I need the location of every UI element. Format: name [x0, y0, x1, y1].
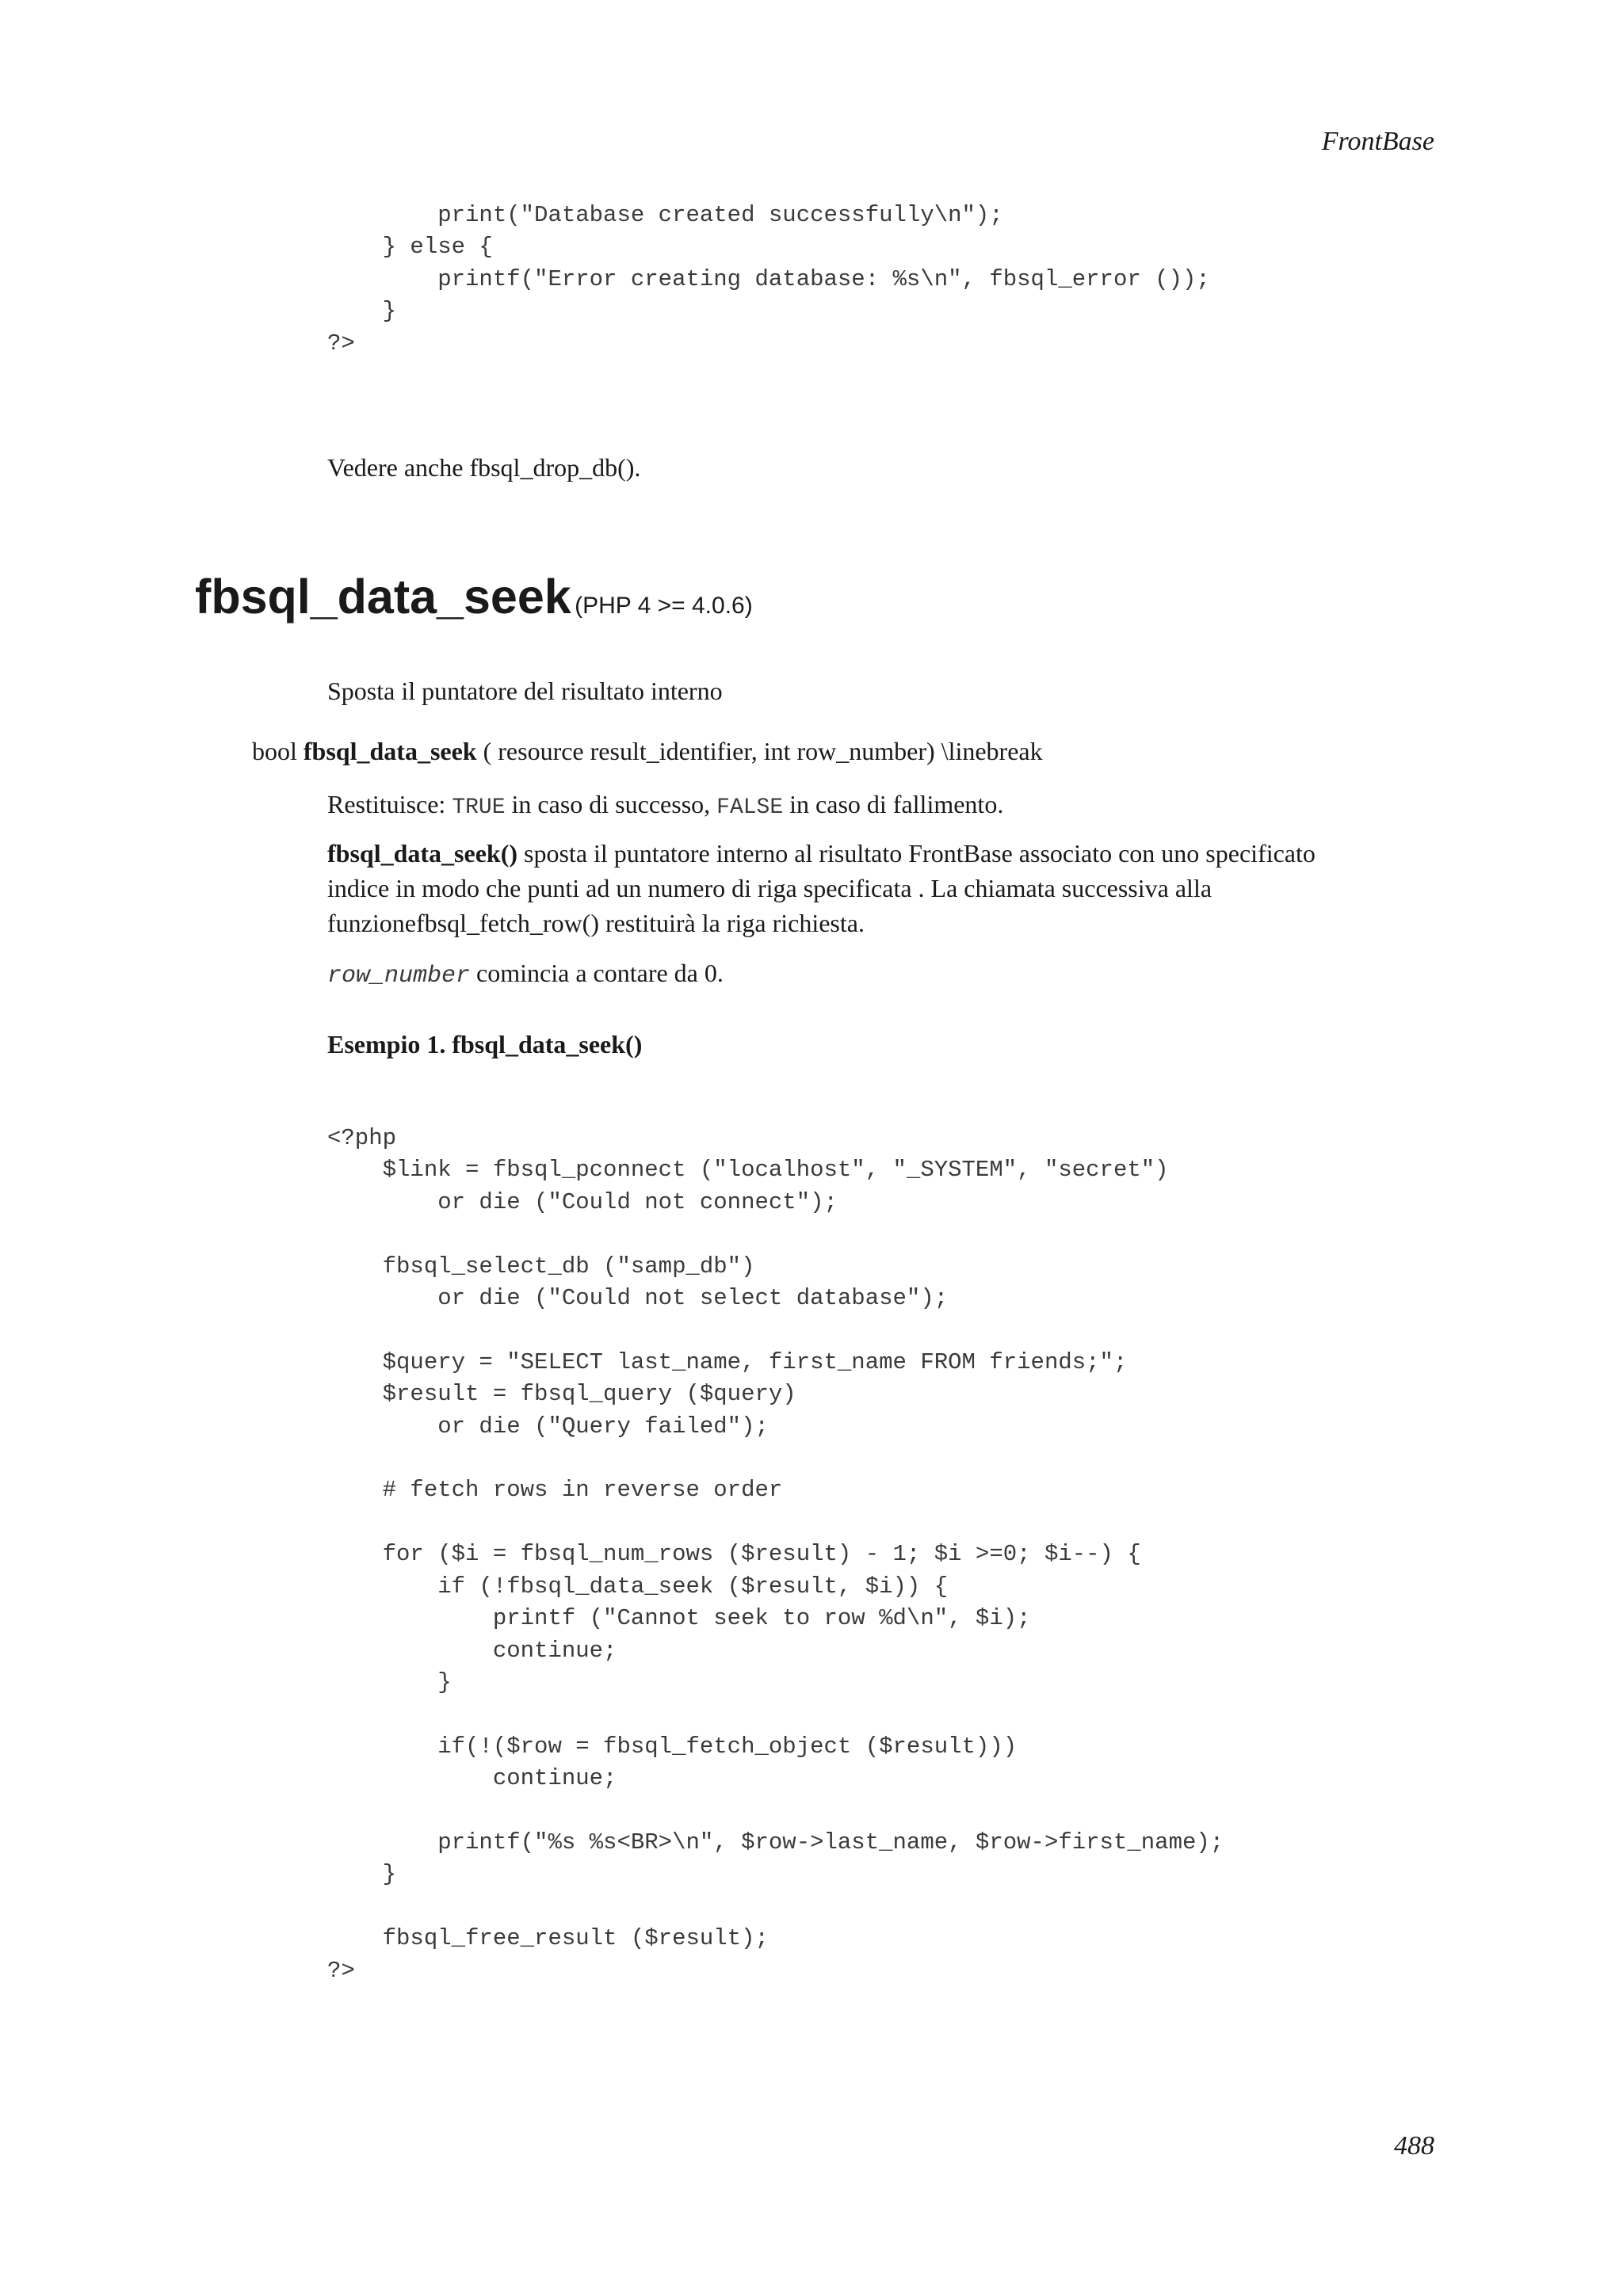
- function-purpose: Sposta il puntatore del risultato interno: [327, 677, 723, 705]
- code-top-line: ?>: [327, 330, 355, 357]
- example-code-line: [327, 1443, 1224, 1474]
- example-code-line: [327, 1507, 1224, 1539]
- example-code-line: or die ("Could not select database");: [327, 1285, 949, 1312]
- row-number-text: comincia a contare da 0.: [470, 959, 724, 987]
- false-constant: FALSE: [716, 795, 784, 820]
- function-synopsis: [252, 737, 1043, 766]
- example-code-line: [327, 1795, 1224, 1827]
- description-function-name: fbsql_data_seek(): [327, 839, 518, 868]
- returns-prefix: Restituisce:: [327, 790, 453, 818]
- example-code-line: printf("%s %s<BR>\n", $row->last_name, $row->first_name);: [327, 1829, 1224, 1855]
- synopsis-args: ( resource result_identifier, int row_number) \linebreak: [483, 737, 1043, 765]
- code-top-line: } else {: [327, 234, 493, 261]
- example-code-line: if(!($row = fbsql_fetch_object ($result))): [327, 1733, 1018, 1760]
- description-paragraph: [327, 836, 1421, 940]
- example-code-line: if (!fbsql_data_seek ($result, $i)) {: [327, 1573, 949, 1600]
- code-top-line: printf("Error creating database: %s\n", fbsql_error ());: [327, 265, 1210, 292]
- description-line-2: indice in modo che punti ad un numero di riga specificata . La chiamata successiva alla: [327, 874, 1212, 902]
- example-code-line: $result = fbsql_query ($query): [327, 1381, 796, 1408]
- function-heading: [195, 569, 753, 624]
- example-title: Esempio 1. fbsql_data_seek(): [327, 1030, 643, 1058]
- see-also-text: Vedere anche fbsql_drop_db().: [327, 453, 641, 482]
- code-top-line: print("Database created successfully\n");: [327, 202, 1003, 228]
- row-number-note: [327, 955, 1421, 994]
- page-number: 488: [1394, 2131, 1434, 2161]
- example-code-line: fbsql_free_result ($result);: [327, 1925, 769, 1952]
- description-line-1: [327, 836, 1421, 871]
- function-title: fbsql_data_seek: [195, 570, 571, 624]
- true-constant: TRUE: [452, 795, 506, 820]
- example-code-line: }: [327, 1861, 397, 1888]
- example-code-line: or die ("Could not connect");: [327, 1188, 838, 1215]
- returns-suffix: in caso di fallimento.: [783, 790, 1004, 818]
- running-header: FrontBase: [1321, 127, 1434, 156]
- example-code-line: }: [327, 1669, 452, 1695]
- example-code-block: [327, 1123, 1224, 1987]
- version-note: (PHP 4 >= 4.0.6): [575, 593, 753, 619]
- return-values: [327, 787, 1421, 826]
- example-code-line: <?php: [327, 1125, 397, 1151]
- example-code-line: fbsql_select_db ("samp_db"): [327, 1253, 755, 1280]
- code-block-continued: [327, 200, 1210, 360]
- example-code-line: [327, 1891, 1224, 1923]
- example-code-line: continue;: [327, 1765, 617, 1792]
- synopsis-function-name: fbsql_data_seek: [303, 737, 477, 765]
- example-code-line: $query = "SELECT last_name, first_name FROM friends;";: [327, 1348, 1128, 1375]
- returns-middle: in caso di successo,: [505, 790, 717, 818]
- return-type: bool: [252, 737, 297, 765]
- description-text-1: sposta il puntatore interno al risultato FrontBase associato con uno specificato: [517, 839, 1316, 868]
- code-top-line: }: [327, 298, 397, 325]
- example-code-line: [327, 1219, 1224, 1250]
- example-code-line: ?>: [327, 1957, 355, 1984]
- example-code-line: or die ("Query failed");: [327, 1413, 769, 1440]
- example-code-line: printf ("Cannot seek to row %d\n", $i);: [327, 1605, 1031, 1632]
- example-code-line: [327, 1314, 1224, 1346]
- example-code-line: # fetch rows in reverse order: [327, 1477, 783, 1504]
- row-number-param: row_number: [327, 963, 471, 990]
- description-line-3: funzionefbsql_fetch_row() restituirà la riga richiesta.: [327, 909, 865, 937]
- example-code-line: $link = fbsql_pconnect ("localhost", "_SYSTEM", "secret"): [327, 1157, 1169, 1184]
- example-code-line: continue;: [327, 1637, 617, 1664]
- example-code-line: for ($i = fbsql_num_rows ($result) - 1; $i >=0; $i--) {: [327, 1541, 1141, 1568]
- example-code-line: [327, 1699, 1224, 1730]
